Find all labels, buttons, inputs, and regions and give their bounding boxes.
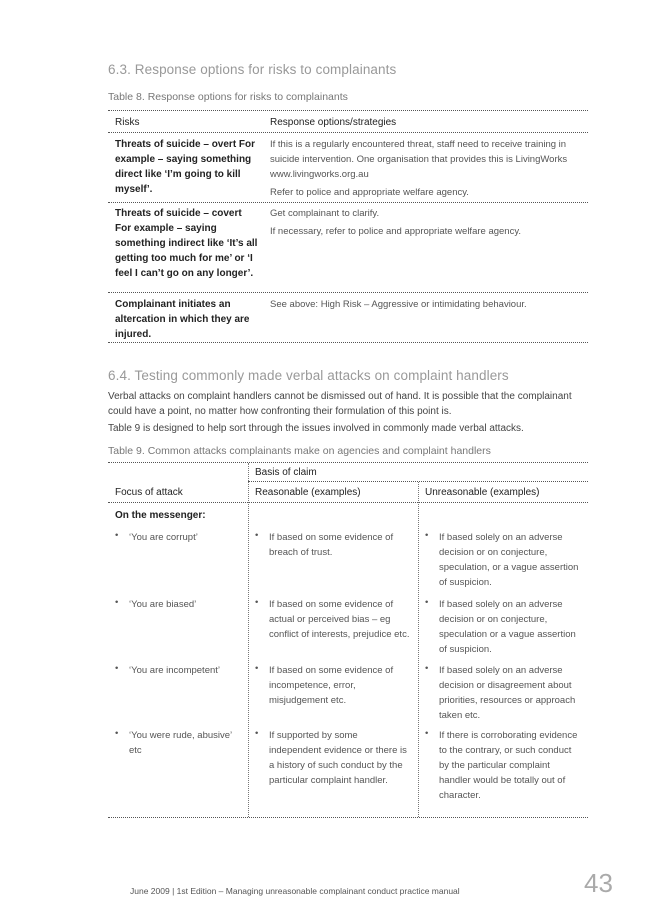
table-9-column-divider [248, 463, 249, 817]
table-row-risk: Threats of suicide – covert For example – saying something indirect like ‘It’s all getting too much for me’ or ‘I feel I can’t go on any longer’. [115, 208, 258, 279]
bullet-icon: • [255, 663, 259, 674]
table-9-bottom-rule [108, 817, 588, 818]
bullet-icon: • [115, 663, 119, 674]
response-text: If necessary, refer to police and appropriate welfare agency. [270, 226, 522, 237]
response-text: Get complainant to clarify. [270, 208, 380, 219]
table-8-top-rule [108, 110, 588, 111]
bullet-icon: • [425, 530, 429, 541]
table-row-reasonable: If supported by some independent evidence or there is a history of such conduct by the particular complaint handler. [269, 730, 407, 786]
section-heading-6-4: 6.4. Testing commonly made verbal attacks on complaint handlers [108, 368, 509, 383]
bullet-icon: • [255, 597, 259, 608]
table-8-row-rule [108, 292, 588, 293]
section-heading-6-3: 6.3. Response options for risks to complainants [108, 62, 397, 77]
table-row-unreasonable: If based solely on an adverse decision or on conjecture, speculation or a vague assertion of suspicion. [439, 599, 576, 655]
bullet-icon: • [425, 663, 429, 674]
table-row-reasonable: If based on some evidence of actual or perceived bias – eg conflict of interests, prejudice etc. [269, 599, 410, 640]
table-row-responses [270, 206, 588, 242]
table-9-subheading: On the messenger: [115, 510, 206, 521]
table-8-header-responses: Response options/strategies [270, 117, 397, 128]
page-footer: June 2009 | 1st Edition – Managing unreasonable complainant conduct practice manual [130, 886, 460, 896]
bullet-icon: • [255, 728, 259, 739]
table-row-focus: ‘You are biased’ [129, 599, 197, 610]
table-9-header-rule [108, 502, 588, 503]
table-9-header-unreasonable: Unreasonable (examples) [425, 487, 540, 498]
table-row-risk: Complainant initiates an altercation in which they are injured. [115, 299, 250, 340]
bullet-icon: • [425, 728, 429, 739]
table-row-unreasonable: If based solely on an adverse decision or disagreement about priorities, resources or approach taken etc. [439, 665, 576, 721]
table-8-caption: Table 8. Response options for risks to complainants [108, 91, 348, 103]
table-row-focus: ‘You are incompetent’ [129, 665, 221, 676]
table-row-risk: Threats of suicide – overt For example – saying something direct like ‘I’m going to kill myself’. [115, 139, 256, 195]
table-row-responses [270, 297, 588, 315]
bullet-icon: • [425, 597, 429, 608]
table-row-responses [270, 137, 588, 203]
bullet-icon: • [115, 728, 119, 739]
table-9-group-header: Basis of claim [255, 467, 317, 478]
bullet-icon: • [115, 597, 119, 608]
table-9-header-focus: Focus of attack [115, 487, 183, 498]
table-8-bottom-rule [108, 342, 588, 343]
table-row-focus: ‘You are corrupt’ [129, 532, 198, 543]
table-8-header-risks: Risks [115, 117, 140, 128]
table-row-reasonable: If based on some evidence of incompetence, error, misjudgement etc. [269, 665, 394, 706]
response-text: Refer to police and appropriate welfare agency. [270, 187, 469, 198]
table-row-focus: ‘You were rude, abusive’ etc [129, 730, 232, 756]
table-row-unreasonable: If based solely on an adverse decision or on conjecture, speculation, or a vague assertion of suspicion. [439, 532, 579, 588]
response-text: See above: High Risk – Aggressive or intimidating behaviour. [270, 299, 527, 310]
bullet-icon: • [115, 530, 119, 541]
table-8-header-rule [108, 132, 588, 133]
response-text: If this is a regularly encountered threat, staff need to receive training in suicide intervention. One organisation that provides this is LivingWorks www.livingworks.org.au [270, 139, 568, 180]
table-9-column-divider [418, 482, 419, 817]
table-row-reasonable: If based on some evidence of breach of trust. [269, 532, 394, 558]
table-9-top-rule [108, 462, 588, 463]
body-paragraph: Verbal attacks on complaint handlers cannot be dismissed out of hand. It is possible that the complainant could have a point, no matter how confronting their formulation of this point is. [108, 391, 572, 417]
body-paragraph: Table 9 is designed to help sort through the issues involved in commonly made verbal attacks. [108, 423, 524, 434]
table-row-unreasonable: If there is corroborating evidence to the contrary, or such conduct by the particular complaint handler would be totally out of character. [439, 730, 578, 801]
bullet-icon: • [255, 530, 259, 541]
table-9-caption: Table 9. Common attacks complainants make on agencies and complaint handlers [108, 445, 491, 457]
page-number: 43 [584, 868, 613, 898]
table-9-header-reasonable: Reasonable (examples) [255, 487, 361, 498]
table-8-row-rule [108, 202, 588, 203]
